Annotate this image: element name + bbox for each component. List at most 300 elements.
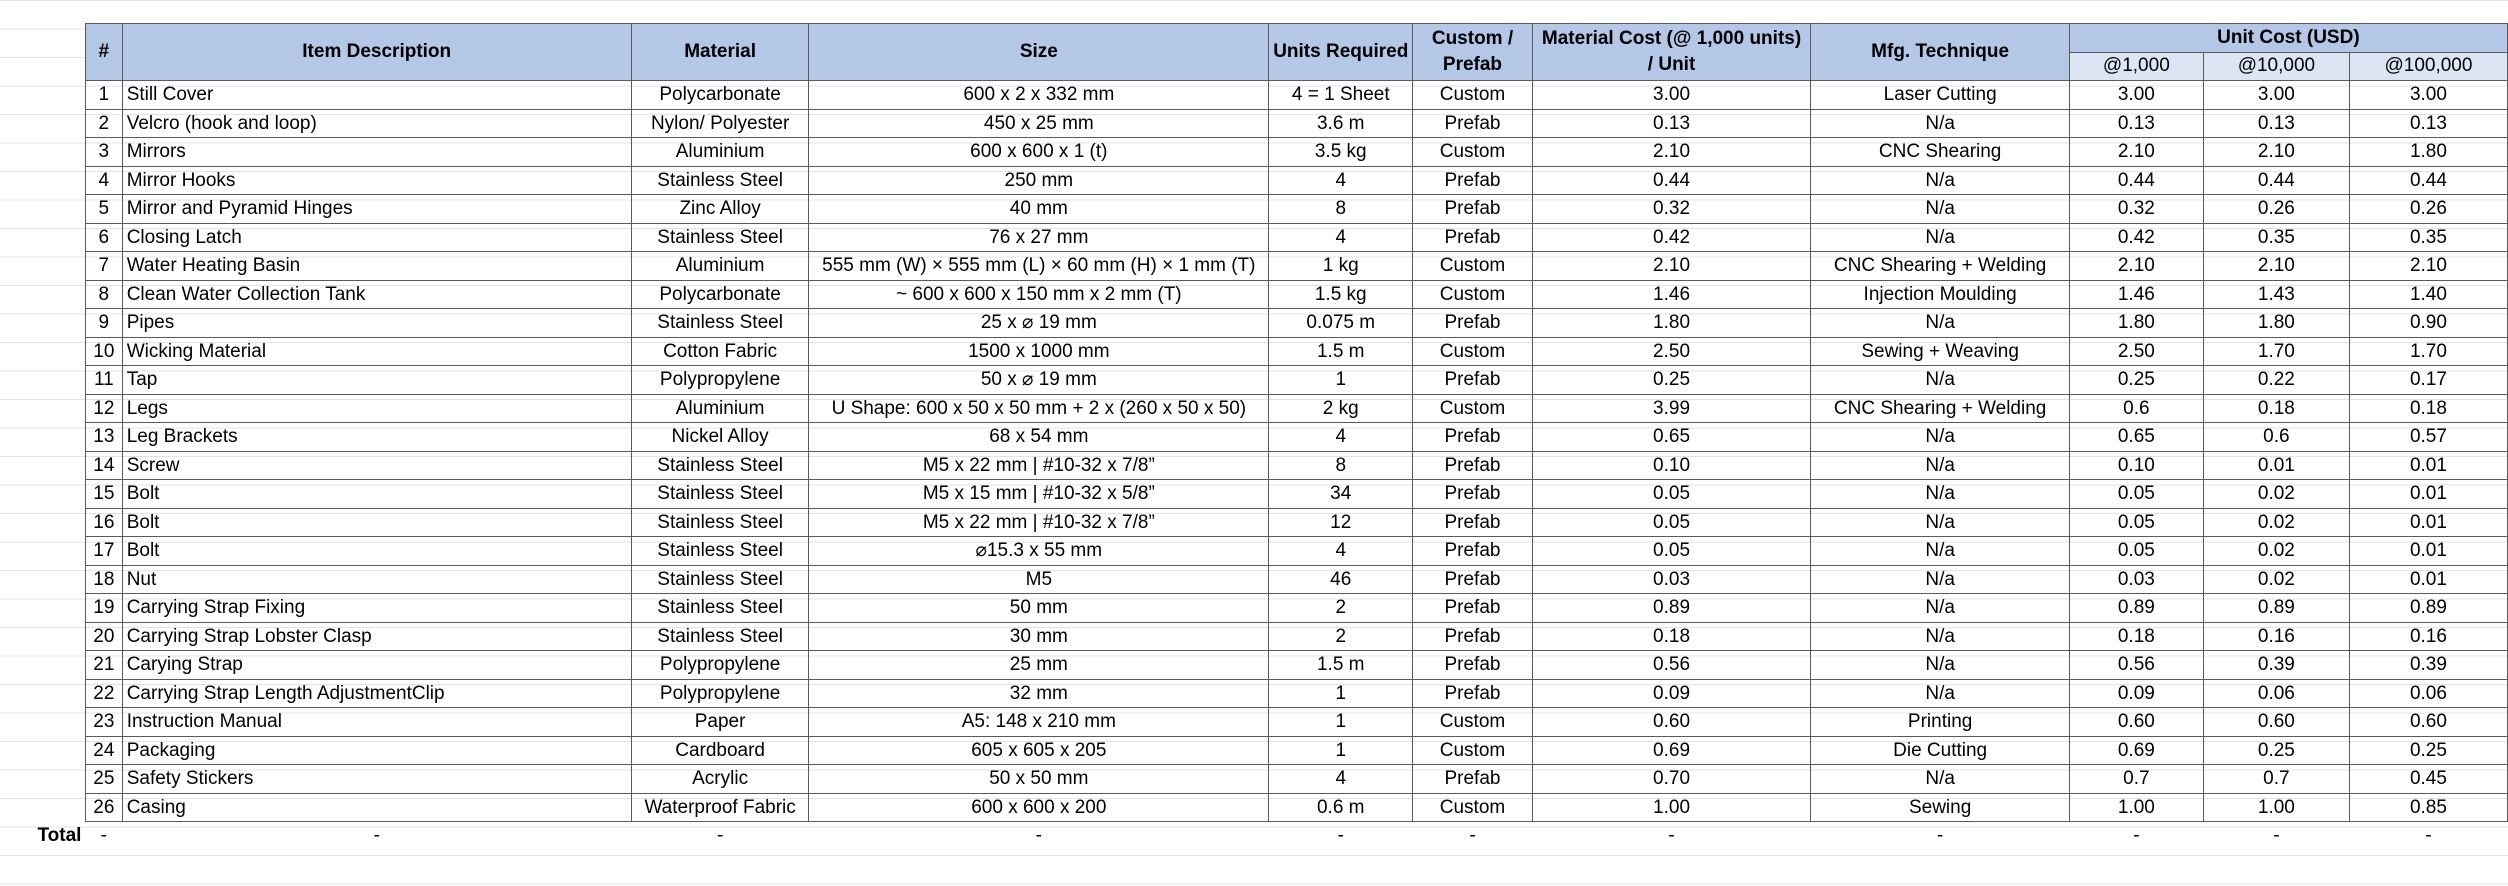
cell-type[interactable]: Prefab [1413,451,1532,480]
cell-units[interactable]: 4 [1269,423,1413,452]
cell-material-cost[interactable]: 3.99 [1532,394,1811,423]
cell-technique[interactable]: N/a [1811,480,2069,509]
cell-num[interactable]: 12 [85,394,122,423]
cell-description[interactable]: Clean Water Collection Tank [122,280,631,309]
cell-unit-cost-10000[interactable]: 0.18 [2203,394,2349,423]
row-label-cell[interactable] [0,736,85,765]
cell-description[interactable]: Wicking Material [122,337,631,366]
cell-unit-cost-10000[interactable]: 2.10 [2203,252,2349,281]
row-label-cell[interactable] [0,309,85,338]
cell-units[interactable]: 8 [1269,451,1413,480]
cell-unit-cost-10000[interactable]: 0.16 [2203,622,2349,651]
cell-description[interactable]: Still Cover [122,81,631,110]
cell-material[interactable]: Cardboard [631,736,809,765]
cell-units[interactable]: 1 [1269,366,1413,395]
cell-unit-cost-1000[interactable]: 1.00 [2069,793,2203,822]
cell-type[interactable]: Prefab [1413,508,1532,537]
cell-units[interactable]: 4 [1269,765,1413,794]
cell-units[interactable]: 4 [1269,537,1413,566]
row-label-cell[interactable] [0,537,85,566]
cell-type[interactable]: Prefab [1413,565,1532,594]
cell-description[interactable]: Velcro (hook and loop) [122,109,631,138]
cell-size[interactable]: 40 mm [809,195,1269,224]
cell-material[interactable]: Stainless Steel [631,309,809,338]
cell-type[interactable]: Prefab [1413,195,1532,224]
cell-type[interactable]: Custom [1413,280,1532,309]
cell-description[interactable]: Bolt [122,537,631,566]
cell-technique[interactable]: N/a [1811,508,2069,537]
cell-unit-cost-100000[interactable]: 0.16 [2349,622,2507,651]
row-label-cell[interactable] [0,394,85,423]
cell-num[interactable]: 19 [85,594,122,623]
cell-unit-cost-100000[interactable]: 0.89 [2349,594,2507,623]
cell-description[interactable]: Carrying Strap Fixing [122,594,631,623]
cell-unit-cost-10000[interactable]: 1.80 [2203,309,2349,338]
cell-description[interactable]: Mirrors [122,138,631,167]
cell-num[interactable]: 8 [85,280,122,309]
cell-description[interactable]: Carrying Strap Lobster Clasp [122,622,631,651]
cell-num[interactable]: 5 [85,195,122,224]
cell-units[interactable]: 1 [1269,679,1413,708]
cell-description[interactable]: Legs [122,394,631,423]
cell-size[interactable]: M5 [809,565,1269,594]
cell-material[interactable]: Aluminium [631,138,809,167]
cell-type[interactable]: Prefab [1413,423,1532,452]
cell-type[interactable]: Prefab [1413,309,1532,338]
total-unit-cost-1000[interactable]: - [2133,825,2140,847]
cell-unit-cost-100000[interactable]: 0.17 [2349,366,2507,395]
cell-size[interactable]: 605 x 605 x 205 [809,736,1269,765]
cell-num[interactable]: 2 [85,109,122,138]
cell-material-cost[interactable]: 0.69 [1532,736,1811,765]
row-label-cell[interactable] [0,423,85,452]
cell-description[interactable]: Instruction Manual [122,708,631,737]
cell-unit-cost-100000[interactable]: 0.26 [2349,195,2507,224]
cell-units[interactable]: 8 [1269,195,1413,224]
cell-technique[interactable]: Printing [1811,708,2069,737]
header-num[interactable]: # [85,24,122,81]
cell-unit-cost-10000[interactable]: 1.43 [2203,280,2349,309]
cell-material[interactable]: Waterproof Fabric [631,793,809,822]
row-label-cell[interactable] [0,166,85,195]
cell-material-cost[interactable]: 0.18 [1532,622,1811,651]
cell-unit-cost-10000[interactable]: 2.10 [2203,138,2349,167]
cell-technique[interactable]: N/a [1811,651,2069,680]
cell-material[interactable]: Polypropylene [631,679,809,708]
cell-num[interactable]: 16 [85,508,122,537]
cell-size[interactable]: 76 x 27 mm [809,223,1269,252]
cell-unit-cost-1000[interactable]: 0.10 [2069,451,2203,480]
cell-unit-cost-1000[interactable]: 0.25 [2069,366,2203,395]
cell-size[interactable]: ⌀15.3 x 55 mm [809,537,1269,566]
cell-material[interactable]: Polypropylene [631,651,809,680]
cell-type[interactable]: Prefab [1413,223,1532,252]
cell-type[interactable]: Custom [1413,138,1532,167]
cell-num[interactable]: 24 [85,736,122,765]
cell-unit-cost-10000[interactable]: 0.02 [2203,508,2349,537]
cell-material-cost[interactable]: 3.00 [1532,81,1811,110]
row-label-cell[interactable] [0,81,85,110]
row-label-cell[interactable] [0,651,85,680]
cell-material-cost[interactable]: 1.80 [1532,309,1811,338]
cell-material-cost[interactable]: 0.65 [1532,423,1811,452]
cell-description[interactable]: Mirror and Pyramid Hinges [122,195,631,224]
cell-size[interactable]: U Shape: 600 x 50 x 50 mm + 2 x (260 x 50 x 50) [809,394,1269,423]
cell-material[interactable]: Nylon/ Polyester [631,109,809,138]
cell-material-cost[interactable]: 2.10 [1532,138,1811,167]
cell-material[interactable]: Stainless Steel [631,508,809,537]
cell-technique[interactable]: Laser Cutting [1811,81,2069,110]
row-label-cell[interactable] [0,252,85,281]
cell-material-cost[interactable]: 0.60 [1532,708,1811,737]
header-size[interactable]: Size [809,24,1269,81]
cell-size[interactable]: 450 x 25 mm [809,109,1269,138]
cell-unit-cost-100000[interactable]: 0.01 [2349,480,2507,509]
cell-description[interactable]: Packaging [122,736,631,765]
total-unit-cost-10000[interactable]: - [2273,825,2280,847]
cell-size[interactable]: ~ 600 x 600 x 150 mm x 2 mm (T) [809,280,1269,309]
row-label-cell[interactable] [0,765,85,794]
row-label-cell[interactable] [0,708,85,737]
row-label-cell[interactable] [0,679,85,708]
cell-unit-cost-1000[interactable]: 0.05 [2069,480,2203,509]
cell-num[interactable]: 11 [85,366,122,395]
total-unit-cost-100000[interactable]: - [2425,825,2432,847]
cell-units[interactable]: 4 [1269,166,1413,195]
cell-technique[interactable]: CNC Shearing + Welding [1811,252,2069,281]
cell-num[interactable]: 10 [85,337,122,366]
header-mfg-technique[interactable]: Mfg. Technique [1811,24,2069,81]
cell-unit-cost-1000[interactable]: 0.05 [2069,508,2203,537]
cell-num[interactable]: 23 [85,708,122,737]
cell-material-cost[interactable]: 0.13 [1532,109,1811,138]
row-label-cell[interactable] [0,366,85,395]
row-label-cell[interactable] [0,280,85,309]
cell-unit-cost-1000[interactable]: 0.42 [2069,223,2203,252]
cell-size[interactable]: 1500 x 1000 mm [809,337,1269,366]
cell-units[interactable]: 1.5 m [1269,337,1413,366]
cell-size[interactable]: 250 mm [809,166,1269,195]
cell-num[interactable]: 13 [85,423,122,452]
cell-unit-cost-100000[interactable]: 1.80 [2349,138,2507,167]
cell-units[interactable]: 3.5 kg [1269,138,1413,167]
cell-size[interactable]: 25 mm [809,651,1269,680]
cell-unit-cost-10000[interactable]: 0.60 [2203,708,2349,737]
cell-unit-cost-10000[interactable]: 3.00 [2203,81,2349,110]
cell-num[interactable]: 22 [85,679,122,708]
cell-material-cost[interactable]: 2.50 [1532,337,1811,366]
header-material-cost[interactable]: Material Cost (@ 1,000 units) / Unit [1532,24,1811,81]
row-label-cell[interactable] [0,565,85,594]
cell-description[interactable]: Tap [122,366,631,395]
cell-material[interactable]: Stainless Steel [631,622,809,651]
cell-unit-cost-1000[interactable]: 0.65 [2069,423,2203,452]
cell-units[interactable]: 2 [1269,594,1413,623]
cell-size[interactable]: A5: 148 x 210 mm [809,708,1269,737]
cell-size[interactable]: 68 x 54 mm [809,423,1269,452]
cell-type[interactable]: Prefab [1413,622,1532,651]
cell-units[interactable]: 46 [1269,565,1413,594]
cell-unit-cost-100000[interactable]: 0.01 [2349,565,2507,594]
cell-type[interactable]: Prefab [1413,480,1532,509]
cell-technique[interactable]: Sewing + Weaving [1811,337,2069,366]
cell-unit-cost-10000[interactable]: 1.70 [2203,337,2349,366]
cell-unit-cost-100000[interactable]: 0.01 [2349,508,2507,537]
cell-unit-cost-1000[interactable]: 0.03 [2069,565,2203,594]
header-unit-cost-1000[interactable]: @1,000 [2069,52,2203,81]
cell-unit-cost-10000[interactable]: 0.02 [2203,480,2349,509]
cell-unit-cost-1000[interactable]: 2.10 [2069,252,2203,281]
cell-material[interactable]: Polypropylene [631,366,809,395]
cell-description[interactable]: Mirror Hooks [122,166,631,195]
cell-unit-cost-1000[interactable]: 2.50 [2069,337,2203,366]
cell-material[interactable]: Stainless Steel [631,451,809,480]
header-material[interactable]: Material [631,24,809,81]
cell-description[interactable]: Bolt [122,508,631,537]
cell-material-cost[interactable]: 1.00 [1532,793,1811,822]
cell-num[interactable]: 4 [85,166,122,195]
cell-description[interactable]: Screw [122,451,631,480]
cell-units[interactable]: 1 kg [1269,252,1413,281]
cell-unit-cost-100000[interactable]: 0.25 [2349,736,2507,765]
cell-unit-cost-100000[interactable]: 1.40 [2349,280,2507,309]
cell-type[interactable]: Prefab [1413,651,1532,680]
cell-unit-cost-1000[interactable]: 0.32 [2069,195,2203,224]
cell-description[interactable]: Water Heating Basin [122,252,631,281]
cell-units[interactable]: 1 [1269,708,1413,737]
cell-material-cost[interactable]: 0.05 [1532,537,1811,566]
cell-num[interactable]: 15 [85,480,122,509]
cell-material-cost[interactable]: 0.05 [1532,508,1811,537]
cell-type[interactable]: Prefab [1413,679,1532,708]
cell-technique[interactable]: CNC Shearing + Welding [1811,394,2069,423]
cell-type[interactable]: Custom [1413,252,1532,281]
total-type[interactable]: - [1469,825,1476,847]
cell-unit-cost-100000[interactable]: 1.70 [2349,337,2507,366]
cell-type[interactable]: Prefab [1413,366,1532,395]
cell-material[interactable]: Aluminium [631,252,809,281]
cell-technique[interactable]: Injection Moulding [1811,280,2069,309]
cell-unit-cost-10000[interactable]: 0.89 [2203,594,2349,623]
cell-material-cost[interactable]: 0.03 [1532,565,1811,594]
cell-unit-cost-10000[interactable]: 0.13 [2203,109,2349,138]
cell-material[interactable]: Zinc Alloy [631,195,809,224]
cell-unit-cost-10000[interactable]: 0.06 [2203,679,2349,708]
cell-unit-cost-100000[interactable]: 0.06 [2349,679,2507,708]
cell-technique[interactable]: N/a [1811,195,2069,224]
cell-unit-cost-100000[interactable]: 0.57 [2349,423,2507,452]
total-material[interactable]: - [716,825,724,847]
cell-unit-cost-1000[interactable]: 0.18 [2069,622,2203,651]
cell-technique[interactable]: N/a [1811,679,2069,708]
header-unit-cost-10000[interactable]: @10,000 [2203,52,2349,81]
cell-unit-cost-1000[interactable]: 0.7 [2069,765,2203,794]
cell-units[interactable]: 2 kg [1269,394,1413,423]
cell-description[interactable]: Carrying Strap Length AdjustmentClip [122,679,631,708]
cell-material[interactable]: Paper [631,708,809,737]
cell-num[interactable]: 14 [85,451,122,480]
total-technique[interactable]: - [1936,825,1944,847]
cell-num[interactable]: 17 [85,537,122,566]
cell-unit-cost-100000[interactable]: 2.10 [2349,252,2507,281]
cell-technique[interactable]: N/a [1811,109,2069,138]
cell-units[interactable]: 0.6 m [1269,793,1413,822]
row-label-cell[interactable] [0,480,85,509]
cell-type[interactable]: Custom [1413,394,1532,423]
cell-unit-cost-1000[interactable]: 0.6 [2069,394,2203,423]
cell-technique[interactable]: N/a [1811,622,2069,651]
cell-material-cost[interactable]: 0.32 [1532,195,1811,224]
cell-unit-cost-1000[interactable]: 0.60 [2069,708,2203,737]
row-label-cell[interactable] [0,24,85,81]
cell-unit-cost-100000[interactable]: 0.60 [2349,708,2507,737]
cell-material-cost[interactable]: 0.05 [1532,480,1811,509]
row-label-cell[interactable] [0,109,85,138]
cell-unit-cost-100000[interactable]: 0.01 [2349,451,2507,480]
cell-unit-cost-100000[interactable]: 3.00 [2349,81,2507,110]
cell-size[interactable]: M5 x 22 mm | #10-32 x 7/8” [809,508,1269,537]
cell-size[interactable]: 32 mm [809,679,1269,708]
cell-material-cost[interactable]: 0.09 [1532,679,1811,708]
cell-size[interactable]: M5 x 15 mm | #10-32 x 5/8” [809,480,1269,509]
cell-technique[interactable]: N/a [1811,594,2069,623]
cell-unit-cost-100000[interactable]: 0.18 [2349,394,2507,423]
cell-technique[interactable]: N/a [1811,537,2069,566]
cell-material-cost[interactable]: 0.70 [1532,765,1811,794]
cell-unit-cost-1000[interactable]: 3.00 [2069,81,2203,110]
cell-description[interactable]: Closing Latch [122,223,631,252]
cell-units[interactable]: 4 = 1 Sheet [1269,81,1413,110]
cell-units[interactable]: 1.5 kg [1269,280,1413,309]
header-unit-cost-group[interactable]: Unit Cost (USD) [2069,24,2507,53]
cell-size[interactable]: 50 x ⌀ 19 mm [809,366,1269,395]
cell-unit-cost-1000[interactable]: 1.46 [2069,280,2203,309]
cell-technique[interactable]: N/a [1811,451,2069,480]
cell-units[interactable]: 1.5 m [1269,651,1413,680]
cell-type[interactable]: Prefab [1413,765,1532,794]
cell-material[interactable]: Polycarbonate [631,280,809,309]
cell-type[interactable]: Custom [1413,736,1532,765]
cell-type[interactable]: Prefab [1413,537,1532,566]
header-custom-prefab[interactable]: Custom / Prefab [1413,24,1532,81]
cell-description[interactable]: Nut [122,565,631,594]
cell-material[interactable]: Stainless Steel [631,166,809,195]
cell-unit-cost-10000[interactable]: 0.22 [2203,366,2349,395]
total-cost[interactable]: - [1668,825,1675,847]
cell-unit-cost-100000[interactable]: 0.90 [2349,309,2507,338]
cell-unit-cost-10000[interactable]: 0.25 [2203,736,2349,765]
cell-unit-cost-1000[interactable]: 2.10 [2069,138,2203,167]
cell-material-cost[interactable]: 0.89 [1532,594,1811,623]
cell-material[interactable]: Aluminium [631,394,809,423]
cell-size[interactable]: 600 x 600 x 1 (t) [809,138,1269,167]
cell-units[interactable]: 3.6 m [1269,109,1413,138]
cell-units[interactable]: 0.075 m [1269,309,1413,338]
cell-units[interactable]: 4 [1269,223,1413,252]
cell-material-cost[interactable]: 0.10 [1532,451,1811,480]
cell-description[interactable]: Casing [122,793,631,822]
cell-unit-cost-100000[interactable]: 0.01 [2349,537,2507,566]
cell-unit-cost-1000[interactable]: 0.05 [2069,537,2203,566]
cell-unit-cost-100000[interactable]: 0.13 [2349,109,2507,138]
cell-unit-cost-10000[interactable]: 0.02 [2203,565,2349,594]
cell-description[interactable]: Carying Strap [122,651,631,680]
cell-size[interactable]: 600 x 600 x 200 [809,793,1269,822]
cell-unit-cost-10000[interactable]: 0.26 [2203,195,2349,224]
cell-description[interactable]: Bolt [122,480,631,509]
cell-material[interactable]: Stainless Steel [631,223,809,252]
cell-num[interactable]: 1 [85,81,122,110]
cell-material-cost[interactable]: 1.46 [1532,280,1811,309]
cell-unit-cost-100000[interactable]: 0.35 [2349,223,2507,252]
cell-num[interactable]: 9 [85,309,122,338]
cell-description[interactable]: Leg Brackets [122,423,631,452]
cell-material[interactable]: Nickel Alloy [631,423,809,452]
cell-unit-cost-100000[interactable]: 0.44 [2349,166,2507,195]
cell-type[interactable]: Prefab [1413,594,1532,623]
cell-unit-cost-10000[interactable]: 0.39 [2203,651,2349,680]
row-label-cell[interactable] [0,793,85,822]
cell-size[interactable]: 30 mm [809,622,1269,651]
cell-material-cost[interactable]: 0.25 [1532,366,1811,395]
cell-unit-cost-1000[interactable]: 0.69 [2069,736,2203,765]
cell-type[interactable]: Custom [1413,81,1532,110]
row-label-cell[interactable] [0,223,85,252]
cell-num[interactable]: 26 [85,793,122,822]
cell-size[interactable]: 600 x 2 x 332 mm [809,81,1269,110]
header-description[interactable]: Item Description [122,24,631,81]
cell-unit-cost-10000[interactable]: 0.6 [2203,423,2349,452]
row-label-cell[interactable] [0,594,85,623]
row-label-cell[interactable] [0,622,85,651]
total-units[interactable]: - [1337,825,1344,847]
cell-size[interactable]: 50 mm [809,594,1269,623]
cell-material-cost[interactable]: 0.42 [1532,223,1811,252]
cell-unit-cost-10000[interactable]: 0.01 [2203,451,2349,480]
cell-num[interactable]: 7 [85,252,122,281]
cell-material[interactable]: Stainless Steel [631,565,809,594]
cell-size[interactable]: 555 mm (W) × 555 mm (L) × 60 mm (H) × 1 mm (T) [809,252,1269,281]
cell-unit-cost-1000[interactable]: 1.80 [2069,309,2203,338]
cell-technique[interactable]: N/a [1811,223,2069,252]
cell-material[interactable]: Stainless Steel [631,537,809,566]
cell-num[interactable]: 6 [85,223,122,252]
cell-unit-cost-1000[interactable]: 0.09 [2069,679,2203,708]
row-label-cell[interactable] [0,508,85,537]
cell-unit-cost-100000[interactable]: 0.45 [2349,765,2507,794]
cell-unit-cost-10000[interactable]: 0.44 [2203,166,2349,195]
cell-unit-cost-10000[interactable]: 0.02 [2203,537,2349,566]
cell-unit-cost-100000[interactable]: 0.39 [2349,651,2507,680]
cell-technique[interactable]: N/a [1811,423,2069,452]
cell-units[interactable]: 12 [1269,508,1413,537]
cell-unit-cost-10000[interactable]: 1.00 [2203,793,2349,822]
cell-technique[interactable]: N/a [1811,765,2069,794]
cell-material[interactable]: Stainless Steel [631,480,809,509]
cell-type[interactable]: Prefab [1413,166,1532,195]
cell-units[interactable]: 34 [1269,480,1413,509]
cell-type[interactable]: Custom [1413,337,1532,366]
cell-technique[interactable]: Sewing [1811,793,2069,822]
cell-type[interactable]: Custom [1413,793,1532,822]
row-label-cell[interactable] [0,451,85,480]
cell-material-cost[interactable]: 2.10 [1532,252,1811,281]
cell-num[interactable]: 21 [85,651,122,680]
cell-type[interactable]: Custom [1413,708,1532,737]
cell-technique[interactable]: N/a [1811,565,2069,594]
cell-units[interactable]: 2 [1269,622,1413,651]
cell-unit-cost-10000[interactable]: 0.35 [2203,223,2349,252]
